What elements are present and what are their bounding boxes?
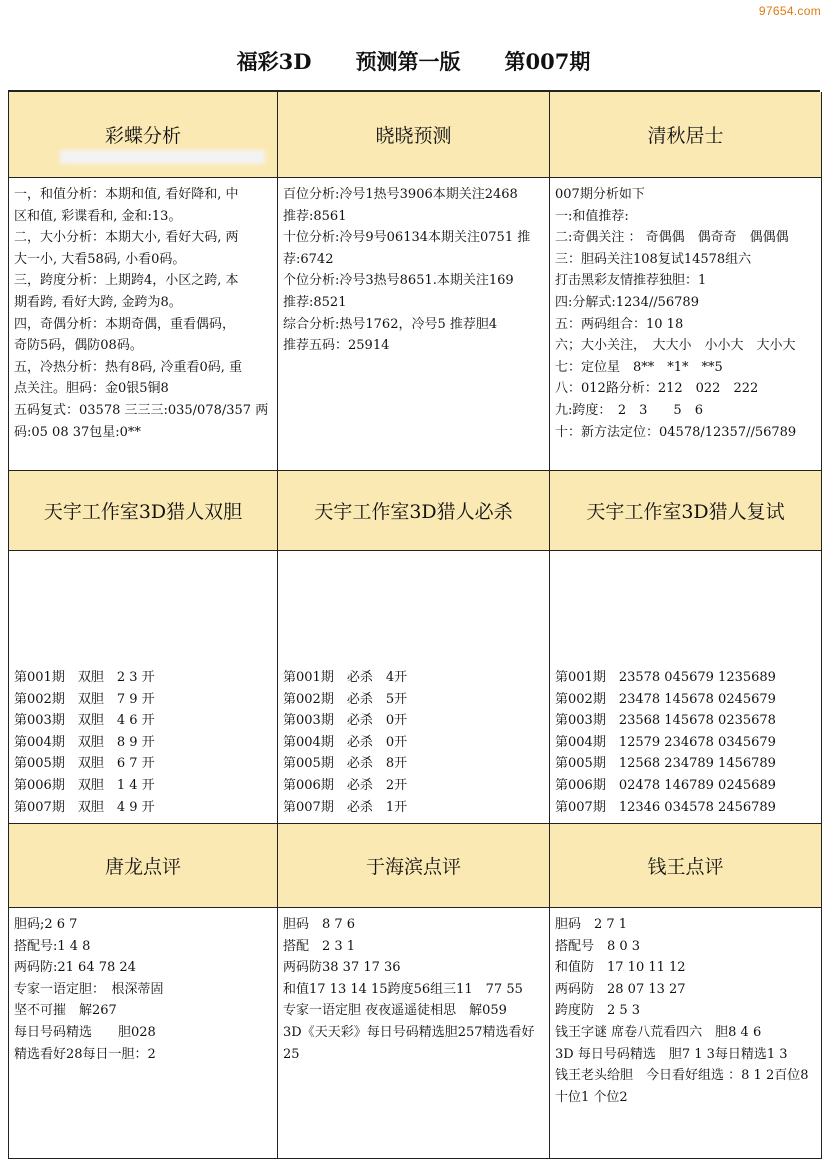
text-line: 三：胆码关注108复试14578组六 [555,251,752,267]
section-3-header-row [9,823,821,908]
text-line: 五，冷热分析：热有8码, 冷重看0码, 重 [14,359,243,375]
text-line: 第006期 必杀 2开 [283,777,408,793]
text-line: 和值防 17 10 11 12 [555,960,686,976]
section-2-header-row [9,470,821,551]
qingqiu-jushi-text [550,178,821,470]
section-2-body-row [9,551,821,823]
text-line: 胆码;2 6 7 [14,917,78,932]
text-line: 打击黑彩友情推荐独胆：1 [555,273,707,289]
tianyu-must-kill-list [278,667,549,822]
text-line: 第002期 23478 145678 0245679 [555,691,776,707]
text-line: 大一小, 大看58码, 小看0码。 [14,251,186,267]
text-line: 第005期 12568 234789 1456789 [555,756,776,772]
section-3-body-row [9,908,821,1158]
text-line: 一，和值分析：本期和值, 看好降和, 中 [14,187,239,202]
title-lottery-name: 福彩3D [236,49,312,74]
text-line: 奇防5码，偶防08码。 [14,338,143,354]
tianyu-must-kill-cell [278,551,550,823]
text-line: 九:跨度： 2 3 5 6 [555,402,703,418]
text-line: 第004期 必杀 0开 [283,734,408,750]
text-line: 每日号码精选 胆028 [14,1024,156,1040]
text-line: 和值17 13 14 15跨度56组三11 77 55 [283,981,523,997]
text-line: 第007期 双胆 4 9 开 [14,799,155,815]
section-1-header-row [9,92,821,178]
text-line: 胆码 8 7 6 [283,917,356,932]
text-line: 四:分解式:1234//56789 [555,294,699,310]
text-line: 第002期 双胆 7 9 开 [14,691,155,707]
text-line: 一:和值推荐: [555,208,629,224]
text-line: 精选看好28每日一胆：2 [14,1046,156,1062]
text-line: 第004期 12579 234678 0345679 [555,734,776,750]
header-qingqiu-jushi: 清秋居士 [550,92,821,178]
text-line: 综合分析:热号1762，冷号5 推荐胆4 [283,316,498,332]
title-edition: 预测第一版 [355,49,461,74]
text-line: 二，大小分析：本期大小, 看好大码, 两 [14,230,239,246]
text-line: 两码防 28 07 13 27 [555,981,686,997]
blank-band [278,551,549,667]
header-xiaoxiao-prediction: 晓晓预测 [278,92,550,178]
tianyu-double-pick-list [9,667,277,822]
text-line: 专家一语定胆： 根深蒂固 [14,981,164,997]
text-line: 跨度防 2 5 3 [555,1003,641,1019]
tianyu-combination-cell [550,551,821,823]
text-line: 推荐五码：25914 [283,338,390,354]
text-line: 个位分析:冷号3热号8651.本期关注169 [283,273,514,289]
page-title [0,46,827,76]
text-line: 搭配号:1 4 8 [14,938,91,954]
site-watermark: 97654.com [758,4,821,18]
tianyu-combination-list [550,667,821,822]
text-line: 六；大小关注， 大大小 小小大 大小大 [555,338,796,354]
text-line: 第006期 双胆 1 4 开 [14,777,155,793]
qianwang-review-text [550,908,821,1158]
text-line: 八：012路分析：212 022 222 [555,381,759,397]
caidie-analysis-text [9,178,278,470]
text-line: 第004期 双胆 8 9 开 [14,734,155,750]
text-line: 推荐:8561 [283,208,347,224]
tanglong-review-text [9,908,278,1158]
header-tianyu-must-kill: 天宇工作室3D猎人必杀 [278,471,550,551]
text-line: 第003期 23568 145678 0235678 [555,713,776,729]
text-line: 码:05 08 37包星:0** [14,424,141,440]
section-1-body-row [9,178,821,470]
text-line: 十：新方法定位：04578/12357//56789 [555,424,797,440]
header-yuhaibin-review: 于海滨点评 [278,824,550,908]
text-line: 期看跨, 看好大跨, 金跨为8。 [14,294,182,310]
header-tianyu-combination: 天宇工作室3D猎人复试 [550,471,821,551]
text-line: 胆码 2 7 1 [555,917,628,932]
text-line: 第003期 双胆 4 6 开 [14,713,155,729]
text-line: 第003期 必杀 0开 [283,713,408,729]
prediction-grid [8,92,822,1159]
text-line: 坚不可摧 解267 [14,1003,117,1019]
title-issue-number: 第007期 [504,49,591,74]
redaction-smudge [60,150,265,164]
header-caidie-analysis: 彩蝶分析 [9,92,278,178]
header-tianyu-double-pick: 天宇工作室3D猎人双胆 [9,471,278,551]
text-line: 第001期 双胆 2 3 开 [14,670,155,685]
header-tanglong-review: 唐龙点评 [9,824,278,908]
text-line: 第002期 必杀 5开 [283,691,408,707]
blank-band [9,551,277,667]
text-line: 第007期 12346 034578 2456789 [555,799,776,815]
text-line: 3D 每日号码精选 胆7 1 3每日精选1 3 [555,1046,788,1062]
text-line: 七：定位星 8** *1* **5 [555,359,723,375]
blank-band [550,551,821,667]
text-line: 两码防38 37 17 36 [283,960,401,976]
text-line: 五码复式：03578 三三三:035/078/357 两 [14,402,269,418]
text-line: 点关注。胆码：金0银5铜8 [14,381,169,397]
xiaoxiao-prediction-text [278,178,550,470]
header-qianwang-review: 钱王点评 [550,824,821,908]
text-line: 三，跨度分析：上期跨4，小区之跨, 本 [14,273,239,289]
tianyu-double-pick-cell [9,551,278,823]
text-line: 第007期 必杀 1开 [283,799,408,815]
text-line: 007期分析如下 [555,187,645,202]
text-line: 第005期 必杀 8开 [283,756,408,772]
text-line: 钱王老头给胆 今日看好组选 ：8 1 2百位8 十位1 个位2 [555,1068,809,1105]
yuhaibin-review-text [278,908,550,1158]
text-line: 百位分析:冷号1热号3906本期关注2468 [283,187,518,202]
text-line: 钱王字谜 席卷八荒看四六 胆8 4 6 [555,1024,762,1040]
text-line: 推荐:8521 [283,294,347,310]
text-line: 二:奇偶关注 ： 奇偶偶 偶奇奇 偶偶偶 [555,230,789,246]
text-line: 十位分析:冷号9号06134本期关注0751 推 [283,230,531,246]
text-line: 第001期 23578 045679 1235689 [555,670,776,685]
text-line: 第006期 02478 146789 0245689 [555,777,776,793]
text-line: 专家一语定胆 夜夜遥遥徒相思 解059 [283,1003,507,1019]
text-line: 搭配号 8 0 3 [555,938,641,954]
text-line: 两码防:21 64 78 24 [14,960,136,976]
text-line: 第001期 必杀 4开 [283,670,408,685]
text-line: 区和值, 彩谍看和, 金和:13。 [14,208,182,224]
text-line: 五：两码组合：10 18 [555,316,684,332]
text-line: 四，奇偶分析：本期奇偶，重看偶码， [14,316,236,332]
text-line: 搭配 2 3 1 [283,938,356,954]
text-line: 荐:6742 [283,251,334,267]
text-line: 3D《天天彩》每日号码精选胆257精选看好25 [283,1024,535,1062]
text-line: 第005期 双胆 6 7 开 [14,756,155,772]
